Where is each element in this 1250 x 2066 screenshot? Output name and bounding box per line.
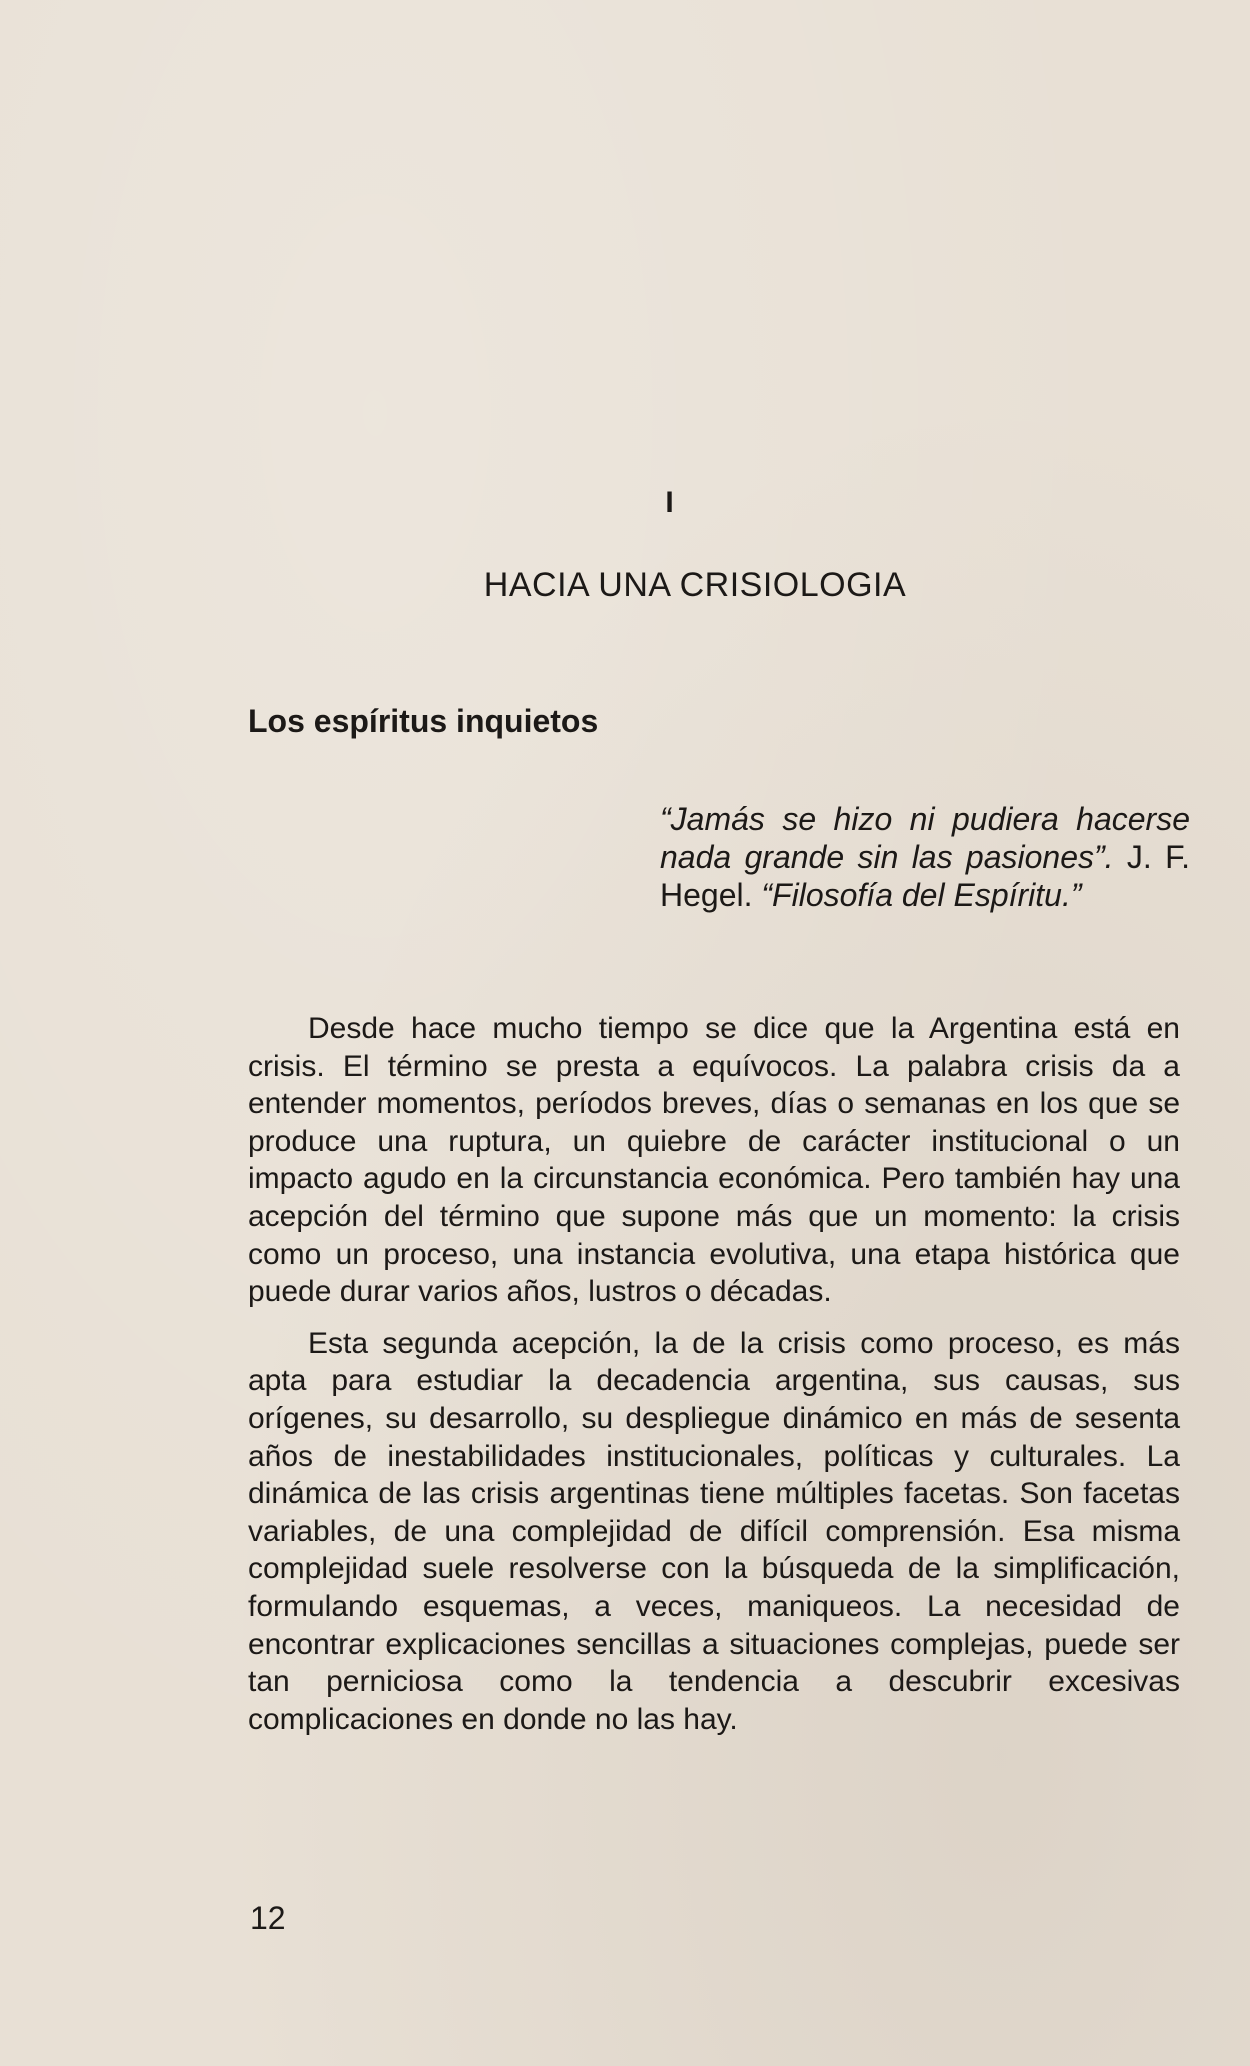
paragraph: Desde hace mucho tiempo se dice que la Argentina está en crisis. El término se presta a equívocos. La palabra crisis da a entender momentos, períodos breves, días o semanas en los que se produce una ruptura, un quiebre de carácter institucional o un impacto agudo en la circunstancia económica. Pero también hay una acepción del término que supone más que un momento: la crisis como un proceso, una instancia evolutiva, una etapa histórica que puede durar varios años, lustros o décadas. bbox=[248, 1012, 1180, 1309]
paragraph: Esta segunda acepción, la de la crisis como proceso, es más apta para estudiar la decadencia argentina, sus causas, sus orígenes, su desarrollo, su despliegue dinámico en más de sesenta años de inestabilidades institucionales, políticas y culturales. La dinámica de las crisis argentinas tiene múltiples facetas. Son facetas variables, de una complejidad de difícil comprensión. Esa misma complejidad suele resolverse con la búsqueda de la simplificación, formulando esquemas, a veces, maniqueos. La necesidad de encontrar explicaciones sencillas a situaciones complejas, puede ser tan perniciosa como la tendencia a descubrir excesivas complicaciones en donde no las hay. bbox=[248, 1326, 1180, 1736]
section-heading: Los espíritus inquietos bbox=[248, 703, 599, 739]
chapter-number: I bbox=[665, 486, 675, 519]
epigraph-quote: “Jamás se hizo ni pudiera hacerse nada grande sin las pasiones”. bbox=[660, 801, 1190, 875]
body-text bbox=[248, 1010, 1180, 1752]
epigraph-work: “Filosofía del Espíritu.” bbox=[761, 877, 1082, 913]
chapter-title: HACIA UNA CRISIOLOGIA bbox=[483, 566, 907, 604]
epigraph bbox=[660, 800, 1190, 914]
page-number: 12 bbox=[250, 1900, 286, 1936]
epigraph-author: J. F. Hegel. bbox=[660, 839, 1191, 913]
